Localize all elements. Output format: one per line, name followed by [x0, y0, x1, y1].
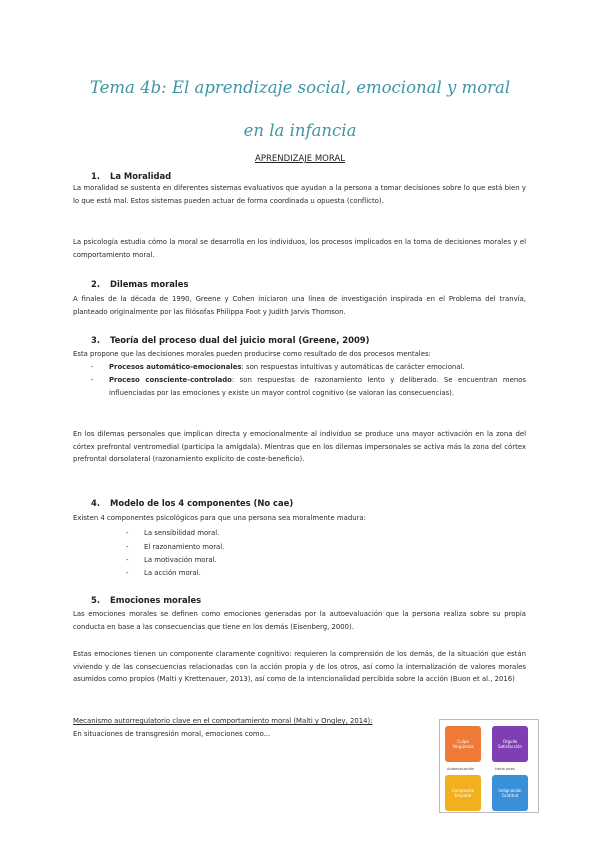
heading-number: 5. [91, 595, 101, 605]
paragraph: La moralidad se sustenta en diferentes sistemas evaluativos que ayudan a la persona a tomar decisiones sobre lo que está bien y lo que está mal. Estos sistemas pueden actuar de forma coordinada u opuesta (conflicto). [73, 184, 526, 205]
heading-dilemas [91, 279, 188, 289]
heading-text: Teoría del proceso dual del juicio moral (Greene, 2009) [110, 335, 370, 345]
paragraph: A finales de la década de 1990, Greene y Cohen iniciaron una línea de investigación inspirada en el Problema del tranvía, planteado originalmente por las filósofas Philippa Foot y Judith Jarvis Thomson. [73, 295, 526, 316]
mechanism-heading: Mecanismo autorregulatorio clave en el comportamiento moral (Malti y Ongley, 2014): [73, 717, 373, 725]
list-item: - El razonamiento moral. [126, 543, 225, 551]
list-item-text: El razonamiento moral. [144, 543, 225, 551]
emotions-diagram [437, 715, 541, 817]
heading-number: 3. [91, 335, 101, 345]
diagram-box-3: Compasión Empatía [445, 775, 481, 811]
heading-number: 2. [91, 279, 101, 289]
list-item: - La motivación moral. [126, 556, 217, 564]
paragraph: Las emociones morales se definen como emociones generadas por la autoevaluación que la persona realiza sobre su propia conducta en base a las consecuencias que tiene en los demás (Eisenberg, 2000). [73, 610, 526, 631]
bullet-text: : son respuestas de razonamiento lento y deliberado. Se encuentran menos influenciadas por las emociones y existe un mayor control cognitivo (se valoran las consecuencias). [109, 376, 526, 397]
list-item: - Proceso consciente-controlado: son respuestas de razonamiento lento y deliberado. Se encuentran menos influenciadas por las emociones y existe un mayor control cognitivo (se valoran las consecuencias). [91, 376, 526, 397]
paragraph: En los dilemas personales que implican directa y emocionalmente al individuo se produce una mayor activación en la zona del córtex prefrontal ventromedial (participa la amígdala). Mientras que en los dilemas impersonales se activa más la zona del córtex prefrontal dorsolateral (razonamiento explícito de coste-beneficio). [73, 430, 526, 464]
bullet-text: : son respuestas intuitivas y automáticas de carácter emocional. [241, 363, 465, 371]
paragraph: Existen 4 componentes psicológicos para que una persona sea moralmente madura: [73, 514, 366, 522]
heading-moralidad [91, 171, 171, 181]
bullet-term: Procesos automático-emocionales [109, 363, 242, 371]
diagram-label-right: Hacia otros [495, 767, 515, 771]
heading-cuatro-componentes [91, 498, 293, 508]
heading-text: La Moralidad [110, 171, 172, 181]
diagram-label-left: Autoevaluación [447, 767, 475, 771]
diagram-box-2: Orgullo Satisfacción [492, 726, 528, 762]
section-subtitle: APRENDIZAJE MORAL [255, 154, 345, 164]
document-title-line-1: Tema 4b: El aprendizaje social, emocional y moral [89, 78, 511, 97]
diagram-box-4: Indignación Gratitud [492, 775, 528, 811]
bullet-term: Proceso consciente-controlado [109, 376, 232, 384]
list-item: - Procesos automático-emocionales: son respuestas intuitivas y automáticas de carácter emocional. [91, 363, 465, 371]
heading-text: Dilemas morales [110, 279, 189, 289]
heading-emociones-morales [91, 595, 201, 605]
heading-text: Emociones morales [110, 595, 202, 605]
paragraph: La psicología estudia cómo la moral se desarrolla en los individuos, los procesos implicados en la toma de decisiones morales y el comportamiento moral. [73, 238, 526, 259]
diagram-box-1: Culpa Vergüenza [445, 726, 481, 762]
heading-number: 1. [91, 171, 101, 181]
list-item-text: La acción moral. [144, 569, 201, 577]
list-item-text: La motivación moral. [144, 556, 217, 564]
list-item: - La sensibilidad moral. [126, 529, 220, 537]
heading-number: 4. [91, 498, 101, 508]
heading-text: Modelo de los 4 componentes (No cae) [110, 498, 294, 508]
document-title-line-2: en la infancia [243, 121, 357, 140]
paragraph: Esta propone que las decisiones morales pueden producirse como resultado de dos procesos mentales: [73, 350, 431, 358]
paragraph: Estas emociones tienen un componente claramente cognitivo: requieren la comprensión de los demás, de la situación que están viviendo y de las consecuencias relacionadas con la acción propia y de los otros, así como la internalización de valores morales asumidos como propios (Malti y Krettenauer, 2013), así como de la intencionalidad percibida sobre la acción (Buon et al., 2016) [73, 650, 526, 684]
mechanism-text: En situaciones de transgresión moral, emociones como... [73, 730, 271, 738]
heading-proceso-dual [91, 335, 369, 345]
list-item: - La acción moral. [126, 569, 201, 577]
list-item-text: La sensibilidad moral. [144, 529, 220, 537]
